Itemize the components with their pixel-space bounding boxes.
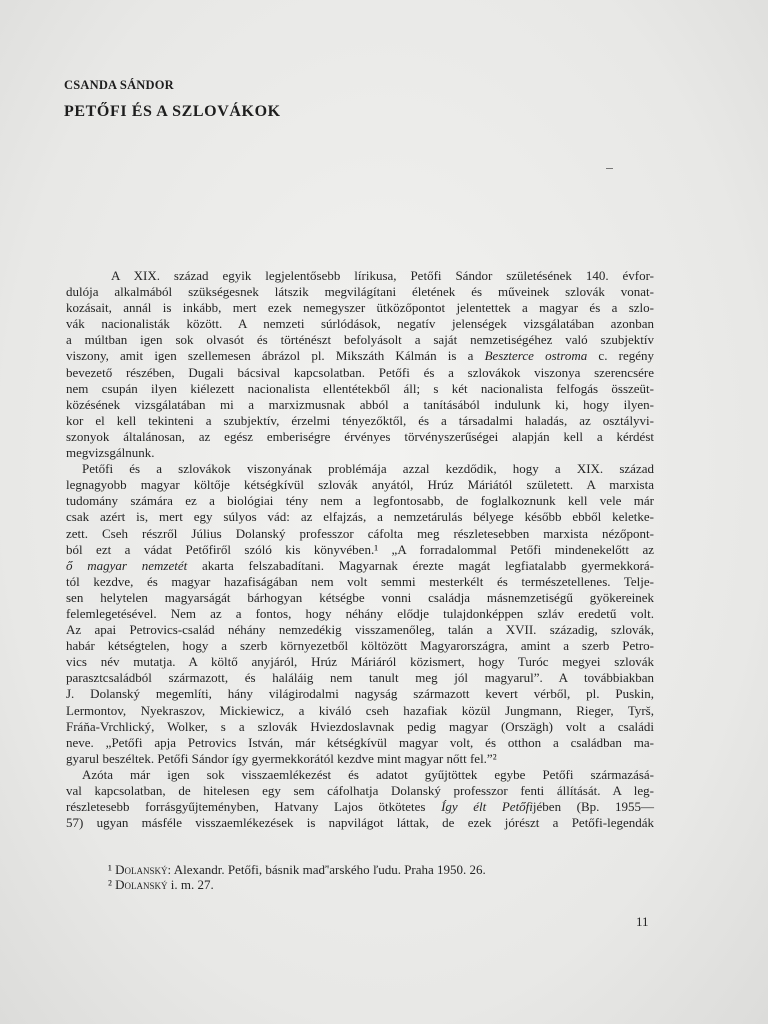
body-line: J. Dolanský megemlíti, hány világirodalmi nagyság származott kevert vérből, pl. Puskin, xyxy=(66,686,654,702)
body-line: 57) ugyan másféle visszaemlékezések is napvilágot láttak, de ezek jórészt a Petőfi-legendák xyxy=(66,815,654,831)
body-line: Azóta már igen sok visszaemlékezést és adatot gyűjtöttek egybe Petőfi származásá- xyxy=(82,766,654,782)
footnote-marker: ² xyxy=(108,877,112,892)
body-line: zett. Cseh részről Július Dolanský professzor cáfolta meg részletesebben marxista nézőpont- xyxy=(66,525,654,541)
body-line: közésének vizsgálatában mi a marxizmusnak abból a tanításából indulunk ki, hogy ilyen- xyxy=(66,396,654,412)
footnote xyxy=(108,862,486,877)
article-title: PETŐFI ÉS A SZLOVÁKOK xyxy=(64,103,281,120)
footnote-text: i. m. 27. xyxy=(167,877,214,892)
body-line: bevezető részében, Dugali bácsival kapcsolatban. Petőfi és a szlovákok viszonya szerencsére xyxy=(66,364,654,380)
page-number: 11 xyxy=(636,914,649,929)
body-line: részletesebb forrásgyűjteményben, Hatvany Lajos ötkötetes Így élt Petőfijében (Bp. 1955— xyxy=(66,799,655,815)
body-line: kor el kell tekinteni a szubjektív, érzelmi tényezőktől, és a társadalmi haladás, az osztályvi- xyxy=(66,412,654,428)
body-line: gyarul beszéltek. Petőfi Sándor így gyermekkorától kezdve mint magyar nőtt fel.”² xyxy=(66,750,497,766)
body-line: legnagyobb magyar költője kétségkívül szlovák anyától, Hrúz Máriától született. A marxista xyxy=(66,477,654,493)
body-line: val kapcsolatban, de hitelesen egy sem cáfolhatja Dolanský professzor fenti állítását. A leg- xyxy=(66,783,654,798)
page-mark xyxy=(606,168,613,169)
footnote-author: Dolanský: xyxy=(115,862,172,877)
body-line: vák nacionalisták között. A nemzeti súrlódások, negatív jelenségek vizsgálatában azonban xyxy=(66,316,654,332)
body-line: vics név mutatja. A költő anyjáról, Hrúz Máriáról közismert, hogy Turóc megyei szlovák xyxy=(66,654,654,670)
body-line: ból ezt a vádat Petőfiről szóló kis könyvében.¹ „A forradalommal Petőfi mindenekelőtt az xyxy=(66,541,654,557)
author-name: CSANDA SÁNDOR xyxy=(64,78,174,92)
body-line: tudomány számára ez a biológiai tény nem a legfontosabb, de foglalkoznunk kell vele már xyxy=(66,493,654,509)
body-line: neve. „Petőfi apja Petrovics István, már kétségkívül magyar volt, és otthon a családban ma- xyxy=(66,734,654,750)
body-line: csak azért is, mert egy súlyos vád: az elfajzás, a nemzetárulás bélyege később ebből keletke- xyxy=(66,509,654,525)
body-line: parasztcsaládból származott, és haláláig nem tanult meg jól magyarul”. A továbbiakban xyxy=(66,670,654,686)
body-line: nem csupán ilyen kiélezett nacionalista ellentétekből áll; s két nacionalista felfogás összeüt- xyxy=(66,380,654,396)
body-line: viszony, amit igen szellemesen ábrázol pl. Mikszáth Kálmán is a Beszterce ostroma c. regény xyxy=(66,348,654,364)
body-line: Fráňa-Vrchlický, Wolker, s a szlovák Hviezdoslavnak pedig magyar (Orszägh) volt a családi xyxy=(66,718,654,734)
body-line: megvizsgálnunk. xyxy=(66,445,155,461)
body-line: szonyok általánosan, az egész emberiségre érvényes törvényszerűségei alapján kell a kérdést xyxy=(66,428,654,444)
body-line: Lermontov, Nyekraszov, Mickiewicz, a kiváló cseh hazafiak közül Jungmann, Rieger, Tyrš, xyxy=(66,702,654,718)
body-line: a múltban igen sok olvasót és történészt befolyásolt a saját nemzetiségéhez való szubjektív xyxy=(66,332,654,348)
body-line: dulója alkalmából szükségesnek látszik megvilágítani életének és műveinek szlovák vonat- xyxy=(66,284,654,300)
body-line: felemlegetésével. Nem az a fontos, hogy néhány elődje tulajdonképpen szláv eredetű volt. xyxy=(66,605,654,621)
body-line: sen helytelen magyarságát bárhogyan kétségbe vonni családja másnemzetiségű gyökereinek xyxy=(66,589,654,605)
body-line: Petőfi és a szlovákok viszonyának problémája azzal kezdődik, hogy a XIX. század xyxy=(82,461,654,477)
footnote-marker: ¹ xyxy=(108,862,112,877)
article-body xyxy=(66,268,654,831)
body-line: tól kezdve, és magyar hazafiságában nem volt semmi mesterkélt és természetellenes. Telje- xyxy=(66,573,654,589)
body-line: A XIX. század egyik legjelentősebb lírikusa, Petőfi Sándor születésének 140. évfor- xyxy=(111,268,654,283)
footnote-author: Dolanský xyxy=(115,877,168,892)
body-line: habár kétségtelen, hogy a szerb környezetből költözött Magyarországra, amint a szerb Petro- xyxy=(66,638,654,654)
body-line: kozásait, annál is inkább, mert ezek nemegyszer ütközőpontot jelentettek a magyar és a szlo- xyxy=(66,300,654,316)
body-line: Az apai Petrovics-család néhány nemzedékig visszamenőleg, talán a XVII. századig, szlovák, xyxy=(66,622,654,638)
footnote xyxy=(108,877,486,892)
body-line: ő magyar nemzetét akarta felszabadítani. Magyarnak érezte magát legfiatalabb gyermekkorá- xyxy=(66,557,655,573)
footnotes xyxy=(108,862,486,892)
footnote-text: Alexandr. Petőfi, básnik maď'arského ľudu. Praha 1950. 26. xyxy=(171,862,486,877)
